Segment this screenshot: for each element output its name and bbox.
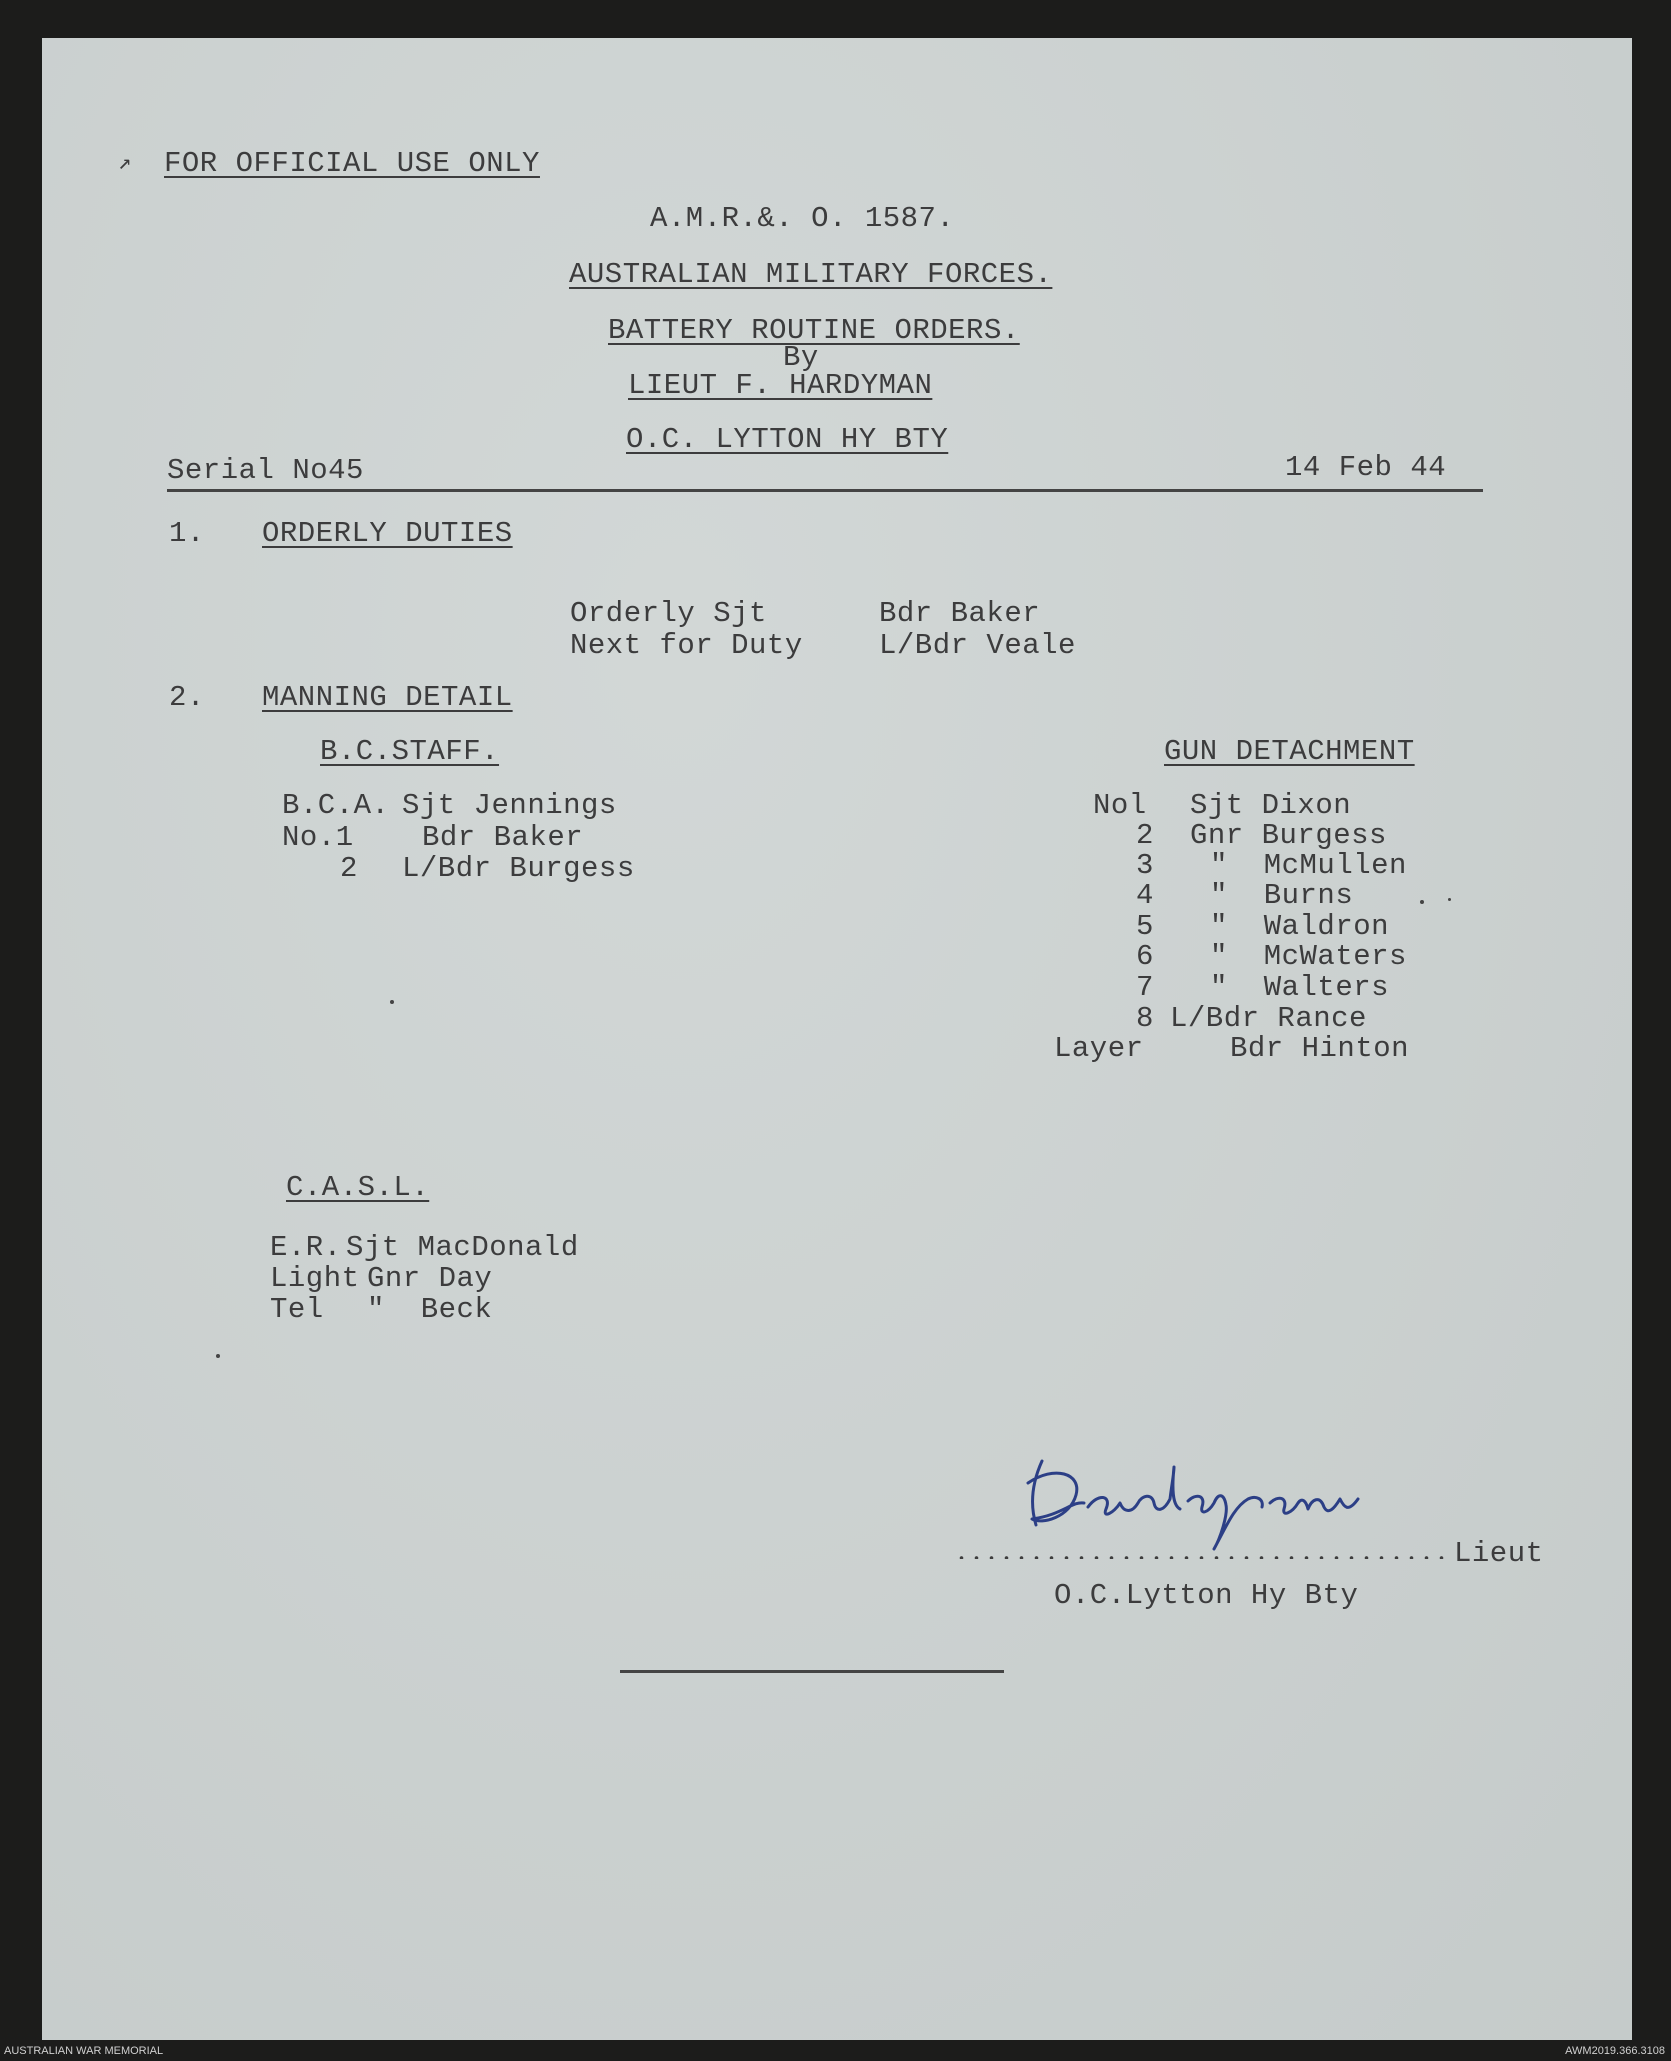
bc-staff-value: Sjt Jennings (402, 789, 617, 822)
gun-row-label: 5 (1136, 910, 1154, 943)
gun-row-label: Layer (1054, 1032, 1144, 1065)
casl-heading: C.A.S.L. (286, 1171, 430, 1204)
speck-mark (390, 1000, 394, 1004)
speck-mark (1420, 900, 1424, 904)
casl-row-label: E.R. (270, 1231, 342, 1264)
bc-staff-label: B.C.A. (282, 789, 390, 822)
orderly-row-value: Bdr Baker (879, 597, 1041, 630)
bc-staff-value: L/Bdr Burgess (402, 852, 635, 885)
bc-staff-value: Bdr Baker (422, 821, 584, 854)
handwritten-signature (1002, 1443, 1442, 1553)
gun-row-value: Gnr Burgess (1190, 819, 1387, 852)
section-1-heading: ORDERLY DUTIES (262, 517, 513, 550)
bc-staff-label: 2 (340, 852, 358, 885)
document-page (42, 38, 1632, 2040)
section-2-number: 2. (169, 681, 205, 714)
gun-row-label: 6 (1136, 940, 1154, 973)
reference-number: A.M.R.&. O. 1587. (650, 202, 955, 235)
bc-staff-label: No.1 (282, 821, 354, 854)
unit-name: O.C. LYTTON HY BTY (626, 423, 949, 456)
gun-row-value: " Walters (1210, 971, 1390, 1004)
gun-row-value: Bdr Hinton (1230, 1032, 1410, 1065)
orderly-row-label: Next for Duty (570, 629, 803, 662)
serial-number: Serial No45 (167, 454, 364, 487)
pencil-mark-icon: ↗ (118, 151, 132, 176)
signature-position: O.C.Lytton Hy Bty (1054, 1579, 1359, 1612)
gun-row-value: L/Bdr Rance (1170, 1002, 1367, 1035)
official-use-label: FOR OFFICIAL USE ONLY (164, 147, 540, 180)
closing-rule (620, 1670, 1004, 1673)
orderly-row-value: L/Bdr Veale (879, 629, 1076, 662)
casl-row-value: Gnr Day (367, 1262, 493, 1295)
casl-row-value: " Beck (367, 1293, 493, 1326)
gun-row-value: " Burns (1210, 879, 1354, 912)
casl-row-label: Tel (270, 1293, 324, 1326)
gun-row-label: 7 (1136, 971, 1154, 1004)
gun-row-label: Nol (1093, 789, 1147, 822)
header-rule (167, 489, 1483, 492)
footer-left: AUSTRALIAN WAR MEMORIAL (4, 2045, 164, 2057)
gun-row-label: 3 (1136, 849, 1154, 882)
gun-row-label: 4 (1136, 879, 1154, 912)
gun-row-label: 2 (1136, 819, 1154, 852)
gun-row-value: " McWaters (1210, 940, 1407, 973)
gun-row-value: Sjt Dixon (1190, 789, 1352, 822)
signature-dotted-line (954, 1556, 1449, 1559)
by-label: By (783, 341, 819, 374)
orderly-row-label: Orderly Sjt (570, 597, 767, 630)
footer-right: AWM2019.366.3108 (1565, 2045, 1665, 2057)
author-name: LIEUT F. HARDYMAN (628, 369, 933, 402)
section-1-number: 1. (169, 517, 205, 550)
speck-mark (1448, 898, 1451, 901)
casl-row-label: Light (270, 1262, 360, 1295)
organisation-heading: AUSTRALIAN MILITARY FORCES. (569, 258, 1053, 291)
gun-detachment-heading: GUN DETACHMENT (1164, 735, 1415, 768)
gun-row-value: " McMullen (1210, 849, 1407, 882)
bc-staff-heading: B.C.STAFF. (320, 735, 500, 768)
document-date: 14 Feb 44 (1285, 451, 1447, 484)
gun-row-label: 8 (1136, 1002, 1154, 1035)
speck-mark (216, 1354, 220, 1358)
document-title: BATTERY ROUTINE ORDERS. (608, 314, 1020, 347)
signature-rank: Lieut (1454, 1537, 1544, 1570)
casl-row-value: Sjt MacDonald (346, 1231, 579, 1264)
section-2-heading: MANNING DETAIL (262, 681, 513, 714)
gun-row-value: " Waldron (1210, 910, 1390, 943)
